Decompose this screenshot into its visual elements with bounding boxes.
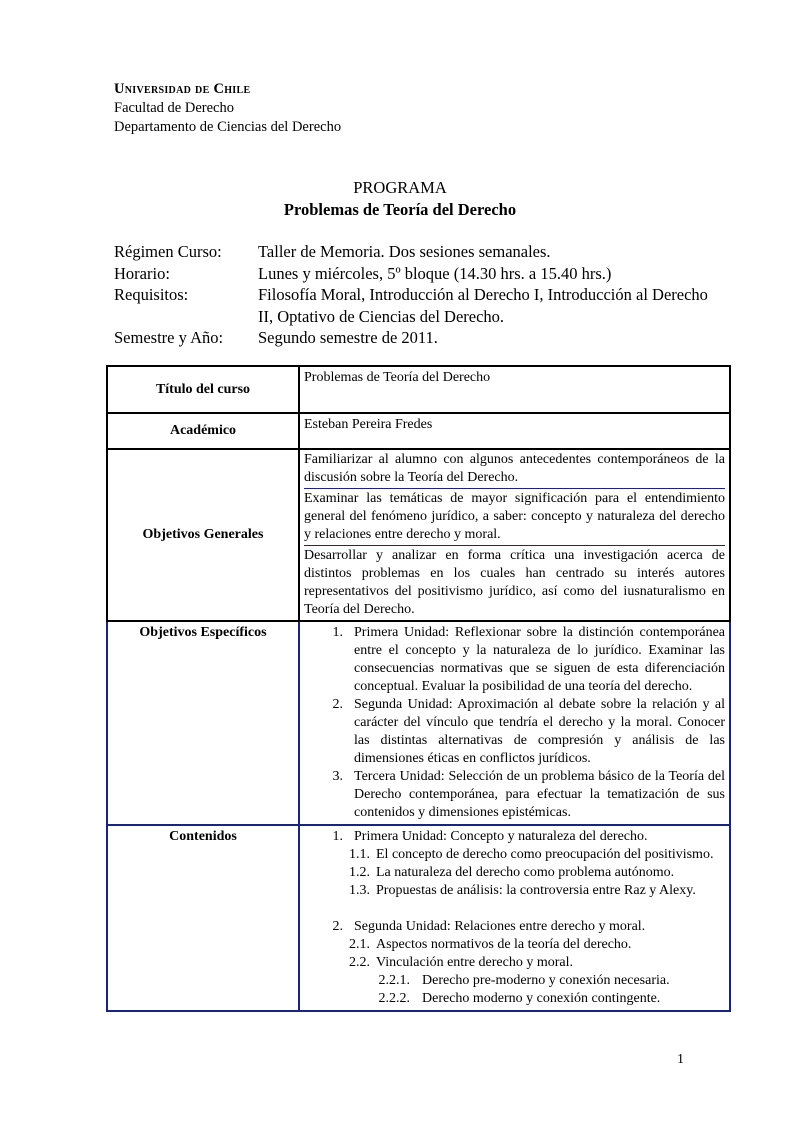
meta-label: Semestre y Año: [114,328,224,347]
meta-value: Taller de Memoria. Dos sesiones semanales. [258,242,551,261]
program-table [106,365,731,1012]
list-item [304,696,725,768]
meta-label: Régimen Curso: [114,242,222,261]
meta-row-schedule [114,263,708,285]
item-number: 1.2. [349,865,370,880]
course-title-value: Problemas de Teoría del Derecho [299,366,730,413]
list-item [304,846,725,864]
item-number: 1.3. [349,883,370,898]
item-text: Primera Unidad: Concepto y naturaleza del derecho. [354,829,648,844]
course-heading: Problemas de Teoría del Derecho [283,200,517,219]
item-number: 2.1. [349,937,370,952]
item-text: Vinculación entre derecho y moral. [376,955,574,970]
list-item [304,768,725,822]
department-name: Departamento de Ciencias del Derecho [114,119,342,135]
meta-row-semester [114,327,708,349]
faculty-name: Facultad de Derecho [114,100,234,116]
list-item [304,954,725,972]
item-text: Propuestas de análisis: la controversia entre Raz y Alexy. [376,883,696,898]
item-number: 3. [332,769,343,784]
general-objective: Desarrollar y analizar en forma crítica una investigación acerca de distintos problemas en los cuales han centrado su interés autores representativos del positivismo jurídico, así como del iusnaturalismo en Teoría del Derecho. [304,545,725,620]
item-number: 1. [332,829,343,844]
row-contents [107,825,730,1011]
course-meta [114,241,708,349]
contents-list [304,828,725,1008]
list-item [304,828,725,846]
general-objectives-cell [299,449,730,621]
item-text: Derecho pre-moderno y conexión necesaria. [422,973,670,988]
item-number: 2.2.2. [378,991,410,1006]
specific-objectives-list [304,624,725,822]
document-header [114,80,341,137]
program-heading: PROGRAMA [353,178,447,197]
list-item [304,882,725,900]
item-text: Tercera Unidad: Selección de un problema básico de la Teoría del Derecho contemporánea, para efectuar la tematización de sus contenidos y dimensiones epistémicas. [354,769,725,820]
meta-row-regime [114,241,708,263]
item-number: 2.2. [349,955,370,970]
item-number: 2. [332,697,343,712]
meta-label: Horario: [114,263,170,283]
list-item [304,918,725,936]
list-item [304,864,725,882]
item-text: El concepto de derecho como preocupación del positivismo. [376,847,714,862]
item-number: 2.2.1. [378,973,410,988]
item-number: 1. [332,625,343,640]
meta-value: Lunes y miércoles, 5º bloque (14.30 hrs. a 15.40 hrs.) [258,263,612,283]
academic-value: Esteban Pereira Fredes [299,413,730,449]
list-item [304,972,725,990]
contents-cell [299,825,730,1011]
meta-label: Requisitos: [114,285,189,304]
general-objective: Familiarizar al alumno con algunos antecedentes contemporáneos de la discusión sobre la Teoría del Derecho. [304,452,725,485]
contents-label: Contenidos [107,825,299,1011]
specific-objectives-label: Objetivos Específicos [107,621,299,825]
row-general-objectives [107,449,730,621]
general-objective: Examinar las temáticas de mayor significación para el entendimiento general del fenómeno jurídico, a saber: concepto y naturaleza del derecho y relaciones entre derecho y moral. [304,488,725,545]
general-objectives-label: Objetivos Generales [107,449,299,621]
item-text: Derecho moderno y conexión contingente. [422,991,661,1006]
course-title-label: Título del curso [107,366,299,413]
specific-objectives-cell [299,621,730,825]
list-spacer [304,900,725,918]
meta-value: Segundo semestre de 2011. [258,328,438,347]
row-specific-objectives [107,621,730,825]
list-item [304,936,725,954]
item-text: Segunda Unidad: Relaciones entre derecho y moral. [354,919,646,934]
item-text: La naturaleza del derecho como problema autónomo. [376,865,675,880]
list-item [304,990,725,1008]
academic-label: Académico [107,413,299,449]
item-text: Aspectos normativos de la teoría del derecho. [376,937,632,952]
page-number: 1 [677,1052,684,1067]
row-course-title [107,366,730,413]
document-titles [0,177,800,221]
item-text: Segunda Unidad: Aproximación al debate sobre la relación y al carácter del vínculo que tendría el derecho y la moral. Conocer las distintas alternativas de compresión y análisis de las dimensiones éticas en conflictos jurídicos. [354,697,725,766]
item-number: 1.1. [349,847,370,862]
university-name: Universidad de Chile [114,81,251,97]
item-text: Primera Unidad: Reflexionar sobre la distinción contemporánea entre el concepto y la naturaleza de lo jurídico. Examinar las consecuencias normativas que se siguen de esta diferenciación conceptual. Evaluar la posibilidad de una teoría del derecho. [354,625,725,694]
item-number: 2. [332,919,343,934]
list-item [304,624,725,696]
meta-row-requirements [114,284,708,327]
row-academic [107,413,730,449]
meta-value: Filosofía Moral, Introducción al Derecho I, Introducción al Derecho II, Optativo de Ciencias del Derecho. [258,285,708,326]
